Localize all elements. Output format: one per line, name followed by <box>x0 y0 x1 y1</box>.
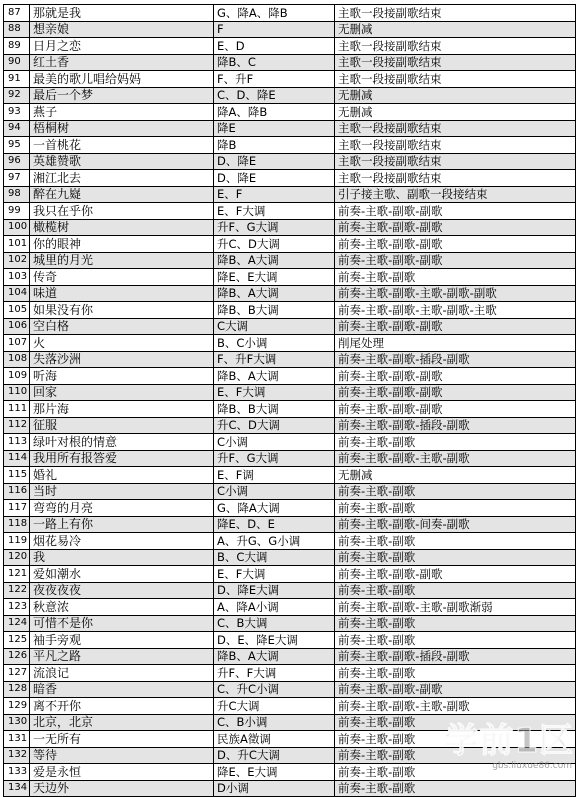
row-number-cell: 96 <box>4 153 30 170</box>
song-title-cell: 爱是永恒 <box>30 764 214 781</box>
table-row <box>4 714 576 731</box>
row-number-cell: 88 <box>4 21 30 38</box>
row-number-cell: 132 <box>4 747 30 764</box>
song-title-cell: 平凡之路 <box>30 648 214 665</box>
key-cell: 降B <box>214 137 335 154</box>
structure-cell: 前奏-主歌-副歌 <box>335 269 576 286</box>
song-title-cell: 如果没有你 <box>30 302 214 319</box>
song-title-cell: 英雄赞歌 <box>30 153 214 170</box>
song-title-cell: 梧桐树 <box>30 120 214 137</box>
table-row <box>4 467 576 484</box>
structure-cell: 无删减 <box>335 467 576 484</box>
structure-cell: 前奏-主歌-副歌 <box>335 764 576 781</box>
structure-cell: 前奏-主歌-副歌-副歌 <box>335 236 576 253</box>
row-number-cell: 116 <box>4 483 30 500</box>
structure-cell: 主歌一段接副歌结束 <box>335 54 576 71</box>
row-number-cell: 128 <box>4 681 30 698</box>
key-cell: C、升C小调 <box>214 681 335 698</box>
structure-cell: 前奏-主歌-副歌-插段-副歌 <box>335 351 576 368</box>
song-title-cell: 城里的月光 <box>30 252 214 269</box>
table-row <box>4 665 576 682</box>
structure-cell: 前奏-主歌-副歌-副歌 <box>335 219 576 236</box>
key-cell: 民族A徵调 <box>214 731 335 748</box>
row-number-cell: 97 <box>4 170 30 187</box>
structure-cell: 主歌一段接副歌结束 <box>335 38 576 55</box>
key-cell: F、升F <box>214 71 335 88</box>
row-number-cell: 99 <box>4 203 30 220</box>
table-row <box>4 648 576 665</box>
song-title-cell: 你的眼神 <box>30 236 214 253</box>
key-cell: D小调 <box>214 780 335 797</box>
song-title-cell: 一无所有 <box>30 731 214 748</box>
song-title-cell: 夜夜夜夜 <box>30 582 214 599</box>
row-number-cell: 92 <box>4 87 30 104</box>
structure-cell: 前奏-主歌-副歌-主歌-副歌-副歌 <box>335 285 576 302</box>
row-number-cell: 95 <box>4 137 30 154</box>
song-title-cell: 味道 <box>30 285 214 302</box>
key-cell: F、升F大调 <box>214 351 335 368</box>
table-row <box>4 104 576 121</box>
song-title-cell: 流浪记 <box>30 665 214 682</box>
row-number-cell: 101 <box>4 236 30 253</box>
key-cell: F <box>214 21 335 38</box>
table-row <box>4 533 576 550</box>
key-cell: E、F大调 <box>214 566 335 583</box>
row-number-cell: 112 <box>4 417 30 434</box>
key-cell: B、C大调 <box>214 549 335 566</box>
table-row <box>4 186 576 203</box>
key-cell: 降A、降B <box>214 104 335 121</box>
key-cell: 升F、F大调 <box>214 665 335 682</box>
key-cell: A、降A小调 <box>214 599 335 616</box>
structure-cell: 前奏-主歌-副歌-插段-副歌 <box>335 417 576 434</box>
key-cell: D、升C大调 <box>214 747 335 764</box>
structure-cell: 主歌一段接副歌结束 <box>335 71 576 88</box>
row-number-cell: 129 <box>4 698 30 715</box>
structure-cell: 主歌一段接副歌结束 <box>335 120 576 137</box>
row-number-cell: 113 <box>4 434 30 451</box>
key-cell: 降B、B大调 <box>214 401 335 418</box>
song-title-cell: 婚礼 <box>30 467 214 484</box>
row-number-cell: 104 <box>4 285 30 302</box>
song-list-body <box>4 5 576 797</box>
structure-cell: 前奏-主歌-副歌 <box>335 780 576 797</box>
table-row <box>4 747 576 764</box>
table-row <box>4 335 576 352</box>
structure-cell: 前奏-主歌-副歌-主歌-副歌渐弱 <box>335 599 576 616</box>
key-cell: 降B、A大调 <box>214 648 335 665</box>
key-cell: D、E、降E大调 <box>214 632 335 649</box>
song-title-cell: 传奇 <box>30 269 214 286</box>
structure-cell: 主歌一段接副歌结束 <box>335 137 576 154</box>
structure-cell: 前奏-主歌-副歌-插段-副歌 <box>335 648 576 665</box>
table-row <box>4 599 576 616</box>
structure-cell: 前奏-主歌-副歌-间奏-副歌 <box>335 516 576 533</box>
table-row <box>4 252 576 269</box>
key-cell: 降B、B大调 <box>214 302 335 319</box>
key-cell: C小调 <box>214 483 335 500</box>
structure-cell: 引子接主歌、副歌一段接结束 <box>335 186 576 203</box>
structure-cell: 前奏-主歌-副歌 <box>335 582 576 599</box>
row-number-cell: 106 <box>4 318 30 335</box>
table-row <box>4 21 576 38</box>
table-row <box>4 285 576 302</box>
song-title-cell: 想亲娘 <box>30 21 214 38</box>
song-title-cell: 烟花易冷 <box>30 533 214 550</box>
song-title-cell: 等待 <box>30 747 214 764</box>
key-cell: 升C、D大调 <box>214 236 335 253</box>
row-number-cell: 121 <box>4 566 30 583</box>
structure-cell: 前奏-主歌-副歌-主歌-副歌 <box>335 698 576 715</box>
song-title-cell: 日月之恋 <box>30 38 214 55</box>
table-row <box>4 483 576 500</box>
structure-cell: 前奏-主歌-副歌 <box>335 665 576 682</box>
key-cell: 降B、C <box>214 54 335 71</box>
row-number-cell: 87 <box>4 5 30 22</box>
table-row <box>4 549 576 566</box>
structure-cell: 前奏-主歌-副歌 <box>335 483 576 500</box>
row-number-cell: 130 <box>4 714 30 731</box>
table-row <box>4 302 576 319</box>
row-number-cell: 120 <box>4 549 30 566</box>
structure-cell: 削尾处理 <box>335 335 576 352</box>
key-cell: A、升G、G小调 <box>214 533 335 550</box>
song-title-cell: 秋意浓 <box>30 599 214 616</box>
row-number-cell: 94 <box>4 120 30 137</box>
row-number-cell: 124 <box>4 615 30 632</box>
song-title-cell: 失落沙洲 <box>30 351 214 368</box>
structure-cell: 前奏-主歌-副歌 <box>335 714 576 731</box>
key-cell: 降E、E大调 <box>214 764 335 781</box>
row-number-cell: 93 <box>4 104 30 121</box>
row-number-cell: 134 <box>4 780 30 797</box>
table-row <box>4 764 576 781</box>
key-cell: C、D、降E <box>214 87 335 104</box>
table-row <box>4 236 576 253</box>
table-row <box>4 566 576 583</box>
table-row <box>4 516 576 533</box>
row-number-cell: 98 <box>4 186 30 203</box>
row-number-cell: 111 <box>4 401 30 418</box>
key-cell: B、C小调 <box>214 335 335 352</box>
table-row <box>4 71 576 88</box>
row-number-cell: 90 <box>4 54 30 71</box>
song-title-cell: 我只在乎你 <box>30 203 214 220</box>
key-cell: E、F大调 <box>214 384 335 401</box>
row-number-cell: 123 <box>4 599 30 616</box>
song-title-cell: 暗香 <box>30 681 214 698</box>
structure-cell: 主歌一段接副歌结束 <box>335 170 576 187</box>
key-cell: 降B、A大调 <box>214 252 335 269</box>
song-title-cell: 那就是我 <box>30 5 214 22</box>
table-row <box>4 500 576 517</box>
table-row <box>4 450 576 467</box>
key-cell: 降E、D、E <box>214 516 335 533</box>
row-number-cell: 100 <box>4 219 30 236</box>
row-number-cell: 91 <box>4 71 30 88</box>
structure-cell: 前奏-主歌-副歌 <box>335 434 576 451</box>
structure-cell: 前奏-主歌-副歌-主歌-副歌 <box>335 450 576 467</box>
row-number-cell: 114 <box>4 450 30 467</box>
row-number-cell: 117 <box>4 500 30 517</box>
key-cell: D、降E <box>214 170 335 187</box>
row-number-cell: 126 <box>4 648 30 665</box>
structure-cell: 前奏-主歌-副歌 <box>335 632 576 649</box>
key-cell: 升C、D大调 <box>214 417 335 434</box>
structure-cell: 无删减 <box>335 87 576 104</box>
key-cell: C、B大调 <box>214 615 335 632</box>
key-cell: 降B、A大调 <box>214 285 335 302</box>
key-cell: E、D <box>214 38 335 55</box>
row-number-cell: 102 <box>4 252 30 269</box>
key-cell: 降E、E大调 <box>214 269 335 286</box>
table-row <box>4 203 576 220</box>
structure-cell: 前奏-主歌-副歌-副歌 <box>335 681 576 698</box>
table-row <box>4 384 576 401</box>
structure-cell: 前奏-主歌-副歌-副歌 <box>335 252 576 269</box>
table-row <box>4 698 576 715</box>
row-number-cell: 131 <box>4 731 30 748</box>
key-cell: 升C大调 <box>214 698 335 715</box>
key-cell: E、F大调 <box>214 203 335 220</box>
table-row <box>4 582 576 599</box>
song-title-cell: 那片海 <box>30 401 214 418</box>
table-row <box>4 417 576 434</box>
table-row <box>4 269 576 286</box>
structure-cell: 无删减 <box>335 21 576 38</box>
structure-cell: 前奏-主歌-副歌 <box>335 500 576 517</box>
song-title-cell: 空白格 <box>30 318 214 335</box>
table-row <box>4 54 576 71</box>
key-cell: 升F、G大调 <box>214 219 335 236</box>
song-title-cell: 征服 <box>30 417 214 434</box>
row-number-cell: 105 <box>4 302 30 319</box>
song-title-cell: 绿叶对根的情意 <box>30 434 214 451</box>
key-cell: C小调 <box>214 434 335 451</box>
structure-cell: 前奏-主歌-副歌-副歌 <box>335 566 576 583</box>
structure-cell: 前奏-主歌-副歌 <box>335 615 576 632</box>
watermark-url: gbs.liuxue86.com <box>492 761 572 771</box>
song-title-cell: 弯弯的月亮 <box>30 500 214 517</box>
table-row <box>4 351 576 368</box>
structure-cell: 前奏-主歌-副歌 <box>335 533 576 550</box>
key-cell: 升F、G大调 <box>214 450 335 467</box>
key-cell: C大调 <box>214 318 335 335</box>
table-row <box>4 368 576 385</box>
row-number-cell: 133 <box>4 764 30 781</box>
row-number-cell: 89 <box>4 38 30 55</box>
table-row <box>4 318 576 335</box>
key-cell: 降B、A大调 <box>214 368 335 385</box>
table-row <box>4 615 576 632</box>
structure-cell: 前奏-主歌-副歌-副歌 <box>335 401 576 418</box>
key-cell: E、F <box>214 186 335 203</box>
table-row <box>4 87 576 104</box>
song-title-cell: 燕子 <box>30 104 214 121</box>
key-cell: E、F调 <box>214 467 335 484</box>
song-title-cell: 北京，北京 <box>30 714 214 731</box>
table-row <box>4 219 576 236</box>
structure-cell: 前奏-主歌-副歌-副歌 <box>335 318 576 335</box>
song-title-cell: 回家 <box>30 384 214 401</box>
song-title-cell: 袖手旁观 <box>30 632 214 649</box>
structure-cell: 无删减 <box>335 104 576 121</box>
structure-cell: 前奏-主歌-副歌 <box>335 747 576 764</box>
table-row <box>4 5 576 22</box>
table-row <box>4 170 576 187</box>
table-row <box>4 434 576 451</box>
song-title-cell: 火 <box>30 335 214 352</box>
table-row <box>4 401 576 418</box>
structure-cell: 前奏-主歌-副歌 <box>335 549 576 566</box>
row-number-cell: 103 <box>4 269 30 286</box>
song-title-cell: 我用所有报答爱 <box>30 450 214 467</box>
song-title-cell: 爱如潮水 <box>30 566 214 583</box>
song-title-cell: 最后一个梦 <box>30 87 214 104</box>
table-row <box>4 681 576 698</box>
song-title-cell: 红土香 <box>30 54 214 71</box>
row-number-cell: 107 <box>4 335 30 352</box>
song-title-cell: 离不开你 <box>30 698 214 715</box>
watermark-logo: 学前1区 <box>444 721 574 761</box>
song-title-cell: 最美的歌儿唱给妈妈 <box>30 71 214 88</box>
structure-cell: 前奏-主歌-副歌-副歌 <box>335 384 576 401</box>
table-row <box>4 731 576 748</box>
structure-cell: 前奏-主歌-副歌-副歌 <box>335 368 576 385</box>
song-title-cell: 可惜不是你 <box>30 615 214 632</box>
structure-cell: 前奏-主歌-副歌-副歌 <box>335 203 576 220</box>
key-cell: C、B小调 <box>214 714 335 731</box>
key-cell: G、降A大调 <box>214 500 335 517</box>
table-row <box>4 153 576 170</box>
row-number-cell: 110 <box>4 384 30 401</box>
song-title-cell: 天边外 <box>30 780 214 797</box>
song-title-cell: 醉在九嶷 <box>30 186 214 203</box>
row-number-cell: 127 <box>4 665 30 682</box>
song-title-cell: 当时 <box>30 483 214 500</box>
song-list-table <box>3 4 576 797</box>
row-number-cell: 109 <box>4 368 30 385</box>
table-row <box>4 632 576 649</box>
song-title-cell: 我 <box>30 549 214 566</box>
structure-cell: 主歌一段接副歌结束 <box>335 5 576 22</box>
song-title-cell: 听海 <box>30 368 214 385</box>
key-cell: G、降A、降B <box>214 5 335 22</box>
row-number-cell: 108 <box>4 351 30 368</box>
song-title-cell: 湘江北去 <box>30 170 214 187</box>
structure-cell: 主歌一段接副歌结束 <box>335 153 576 170</box>
row-number-cell: 115 <box>4 467 30 484</box>
key-cell: D、降E大调 <box>214 582 335 599</box>
key-cell: D、降E <box>214 153 335 170</box>
row-number-cell: 125 <box>4 632 30 649</box>
song-title-cell: 一首桃花 <box>30 137 214 154</box>
song-title-cell: 橄榄树 <box>30 219 214 236</box>
structure-cell: 前奏-主歌-副歌 <box>335 731 576 748</box>
table-row <box>4 38 576 55</box>
song-title-cell: 一路上有你 <box>30 516 214 533</box>
row-number-cell: 122 <box>4 582 30 599</box>
row-number-cell: 119 <box>4 533 30 550</box>
structure-cell: 前奏-主歌-副歌-主歌-副歌-主歌 <box>335 302 576 319</box>
row-number-cell: 118 <box>4 516 30 533</box>
table-row <box>4 780 576 797</box>
key-cell: 降E <box>214 120 335 137</box>
table-row <box>4 137 576 154</box>
table-row <box>4 120 576 137</box>
